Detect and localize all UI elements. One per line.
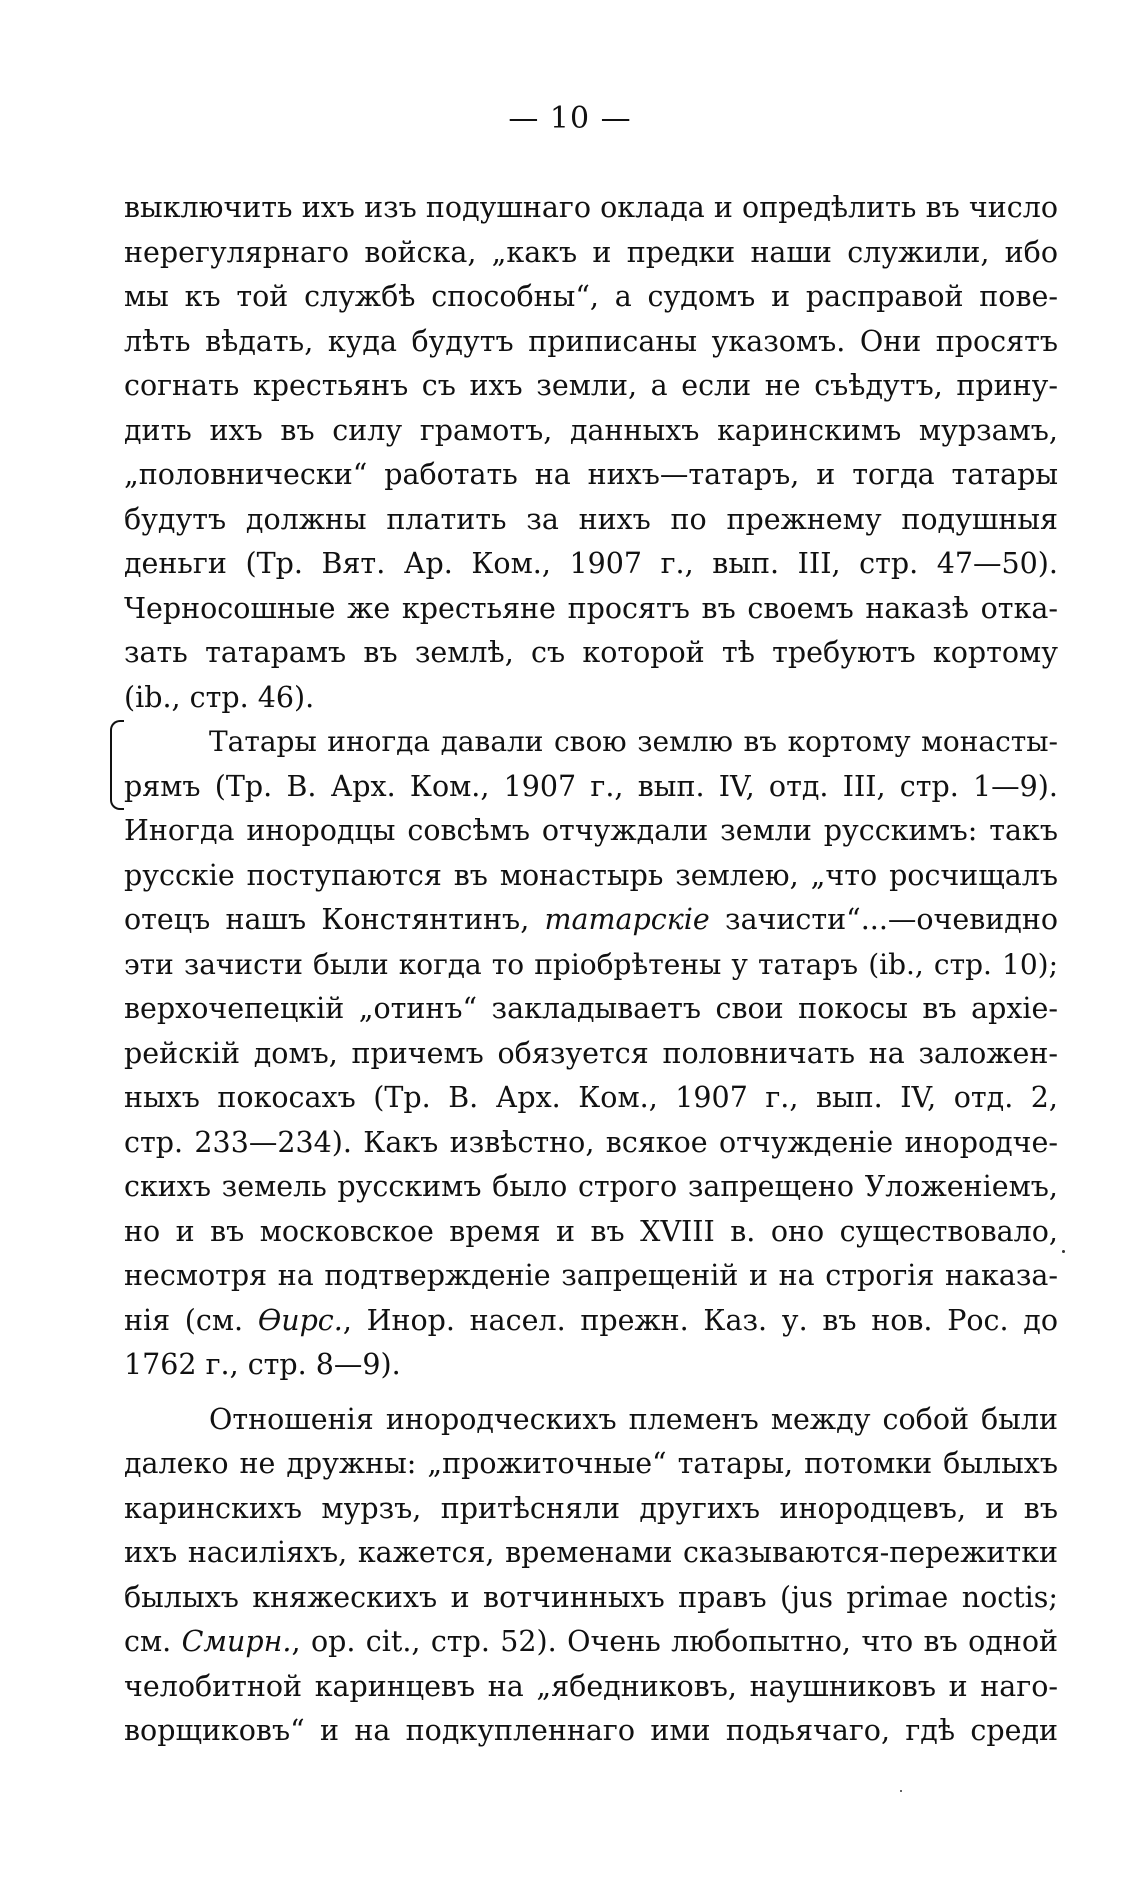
text-line: выключить ихъ изъ подушнаго оклада и опредѣлить въ число: [124, 191, 1058, 224]
text-line: эти зачисти были когда то пріобрѣтены у татаръ (ib., стр. 10);: [124, 947, 1058, 981]
text-segment: , Инор. насел. прежн. Каз. у. въ нов. Рос. до: [342, 1303, 1058, 1337]
body-text: [124, 186, 1058, 1754]
text-line: [124, 1620, 1058, 1665]
text-line: былыхъ княжескихъ и вотчинныхъ правъ (jus primae noctis;: [124, 1580, 1058, 1614]
text-line: будутъ должны платить за нихъ по прежнему подушныя: [124, 502, 1058, 536]
bracketed-lines: [124, 720, 1058, 809]
text-line: лѣть вѣдать, куда будутъ приписаны указомъ. Они просятъ: [124, 324, 1058, 358]
text-segment: нія (см.: [124, 1303, 244, 1337]
text-line: ихъ насиліяхъ, кажется, временами сказываются-пережитки: [124, 1536, 1058, 1569]
paragraph-gap: [124, 1388, 1058, 1398]
print-speck: [1062, 1250, 1065, 1253]
text-line: ныхъ покосахъ (Тр. В. Арх. Ком., 1907 г., вып. IV, отд. 2,: [124, 1081, 1058, 1114]
text-line: рейскій домъ, причемъ обязуется половничать на заложен-: [124, 1036, 1058, 1070]
text-segment: отецъ нашъ Констянтинъ,: [124, 903, 530, 936]
paragraph-2: [124, 720, 1058, 1388]
text-line: 1762 г., стр. 8—9).: [124, 1348, 401, 1381]
text-line: нерегулярнаго войска, „какъ и предки наши служили, ибо: [124, 235, 1058, 269]
text-line: Отношенія инородческихъ племенъ между собой были: [209, 1402, 1058, 1436]
text-line: „половнически“ работать на нихъ—татаръ, и тогда татары: [124, 458, 1058, 491]
italic-term: татарскіе: [544, 903, 710, 936]
text-line: деньги (Тр. Вят. Ар. Ком., 1907 г., вып. III, стр. 47—50).: [124, 547, 1058, 580]
text-line: верхочепецкій „отинъ“ закладываетъ свои покосы въ архіе-: [124, 992, 1058, 1025]
text-line: русскіе поступаются въ монастырь землею, „что росчищалъ: [124, 858, 1058, 892]
text-line: каринскихъ мурзъ, притѣсняли другихъ инородцевъ, и въ: [124, 1491, 1058, 1525]
text-line: Татары иногда давали свою землю въ кортому монасты-: [209, 725, 1058, 758]
margin-bracket-mark: [110, 720, 124, 810]
text-line: стр. 233—234). Какъ извѣстно, всякое отчужденіе инородче-: [124, 1125, 1058, 1159]
text-line: дить ихъ въ силу грамотъ, данныхъ каринскимъ мурзамъ,: [124, 413, 1058, 447]
text-line: [124, 898, 1058, 943]
italic-author: Өирс.: [257, 1303, 343, 1337]
page-number: — 10 —: [508, 101, 632, 136]
text-line: Черносошные же крестьяне просятъ въ своемъ наказѣ отка-: [124, 591, 1058, 625]
text-line: [124, 1299, 1058, 1344]
text-line: скихъ земель русскимъ было строго запрещено Уложеніемъ,: [124, 1170, 1058, 1203]
paragraph-1: [124, 186, 1058, 720]
text-segment: см.: [124, 1625, 172, 1658]
text-line: зать татарамъ въ землѣ, съ которой тѣ требуютъ кортому: [124, 636, 1058, 669]
text-segment: , op. cit., стр. 52). Очень любопытно, что въ одной: [291, 1625, 1058, 1658]
text-line: Иногда инородцы совсѣмъ отчуждали земли русскимъ: такъ: [124, 814, 1058, 847]
text-line: несмотря на подтвержденіе запрещеній и на строгія наказа-: [124, 1259, 1058, 1292]
print-speck: [900, 1790, 902, 1792]
italic-author: Смирн.: [181, 1625, 292, 1658]
paragraph-3: [124, 1398, 1058, 1754]
text-line: согнать крестьянъ съ ихъ земли, а если не съѣдутъ, прину-: [124, 369, 1058, 402]
text-line: рямъ (Тр. В. Арх. Ком., 1907 г., вып. IV, отд. III, стр. 1—9).: [124, 769, 1058, 803]
text-line: но и въ московское время и въ XVIII в. оно существовало,: [124, 1214, 1058, 1248]
text-line: (ib., стр. 46).: [124, 680, 315, 714]
text-line: далеко не дружны: „прожиточные“ татары, потомки былыхъ: [124, 1447, 1058, 1480]
text-segment: зачисти“...—очевидно: [725, 903, 1058, 936]
text-line: мы къ той службѣ способны“, а судомъ и расправой пове-: [124, 280, 1058, 313]
text-line: челобитной каринцевъ на „ябедниковъ, наушниковъ и наго-: [124, 1669, 1058, 1703]
text-line: ворщиковъ“ и на подкупленнаго ими подьячаго, гдѣ среди: [124, 1714, 1058, 1747]
